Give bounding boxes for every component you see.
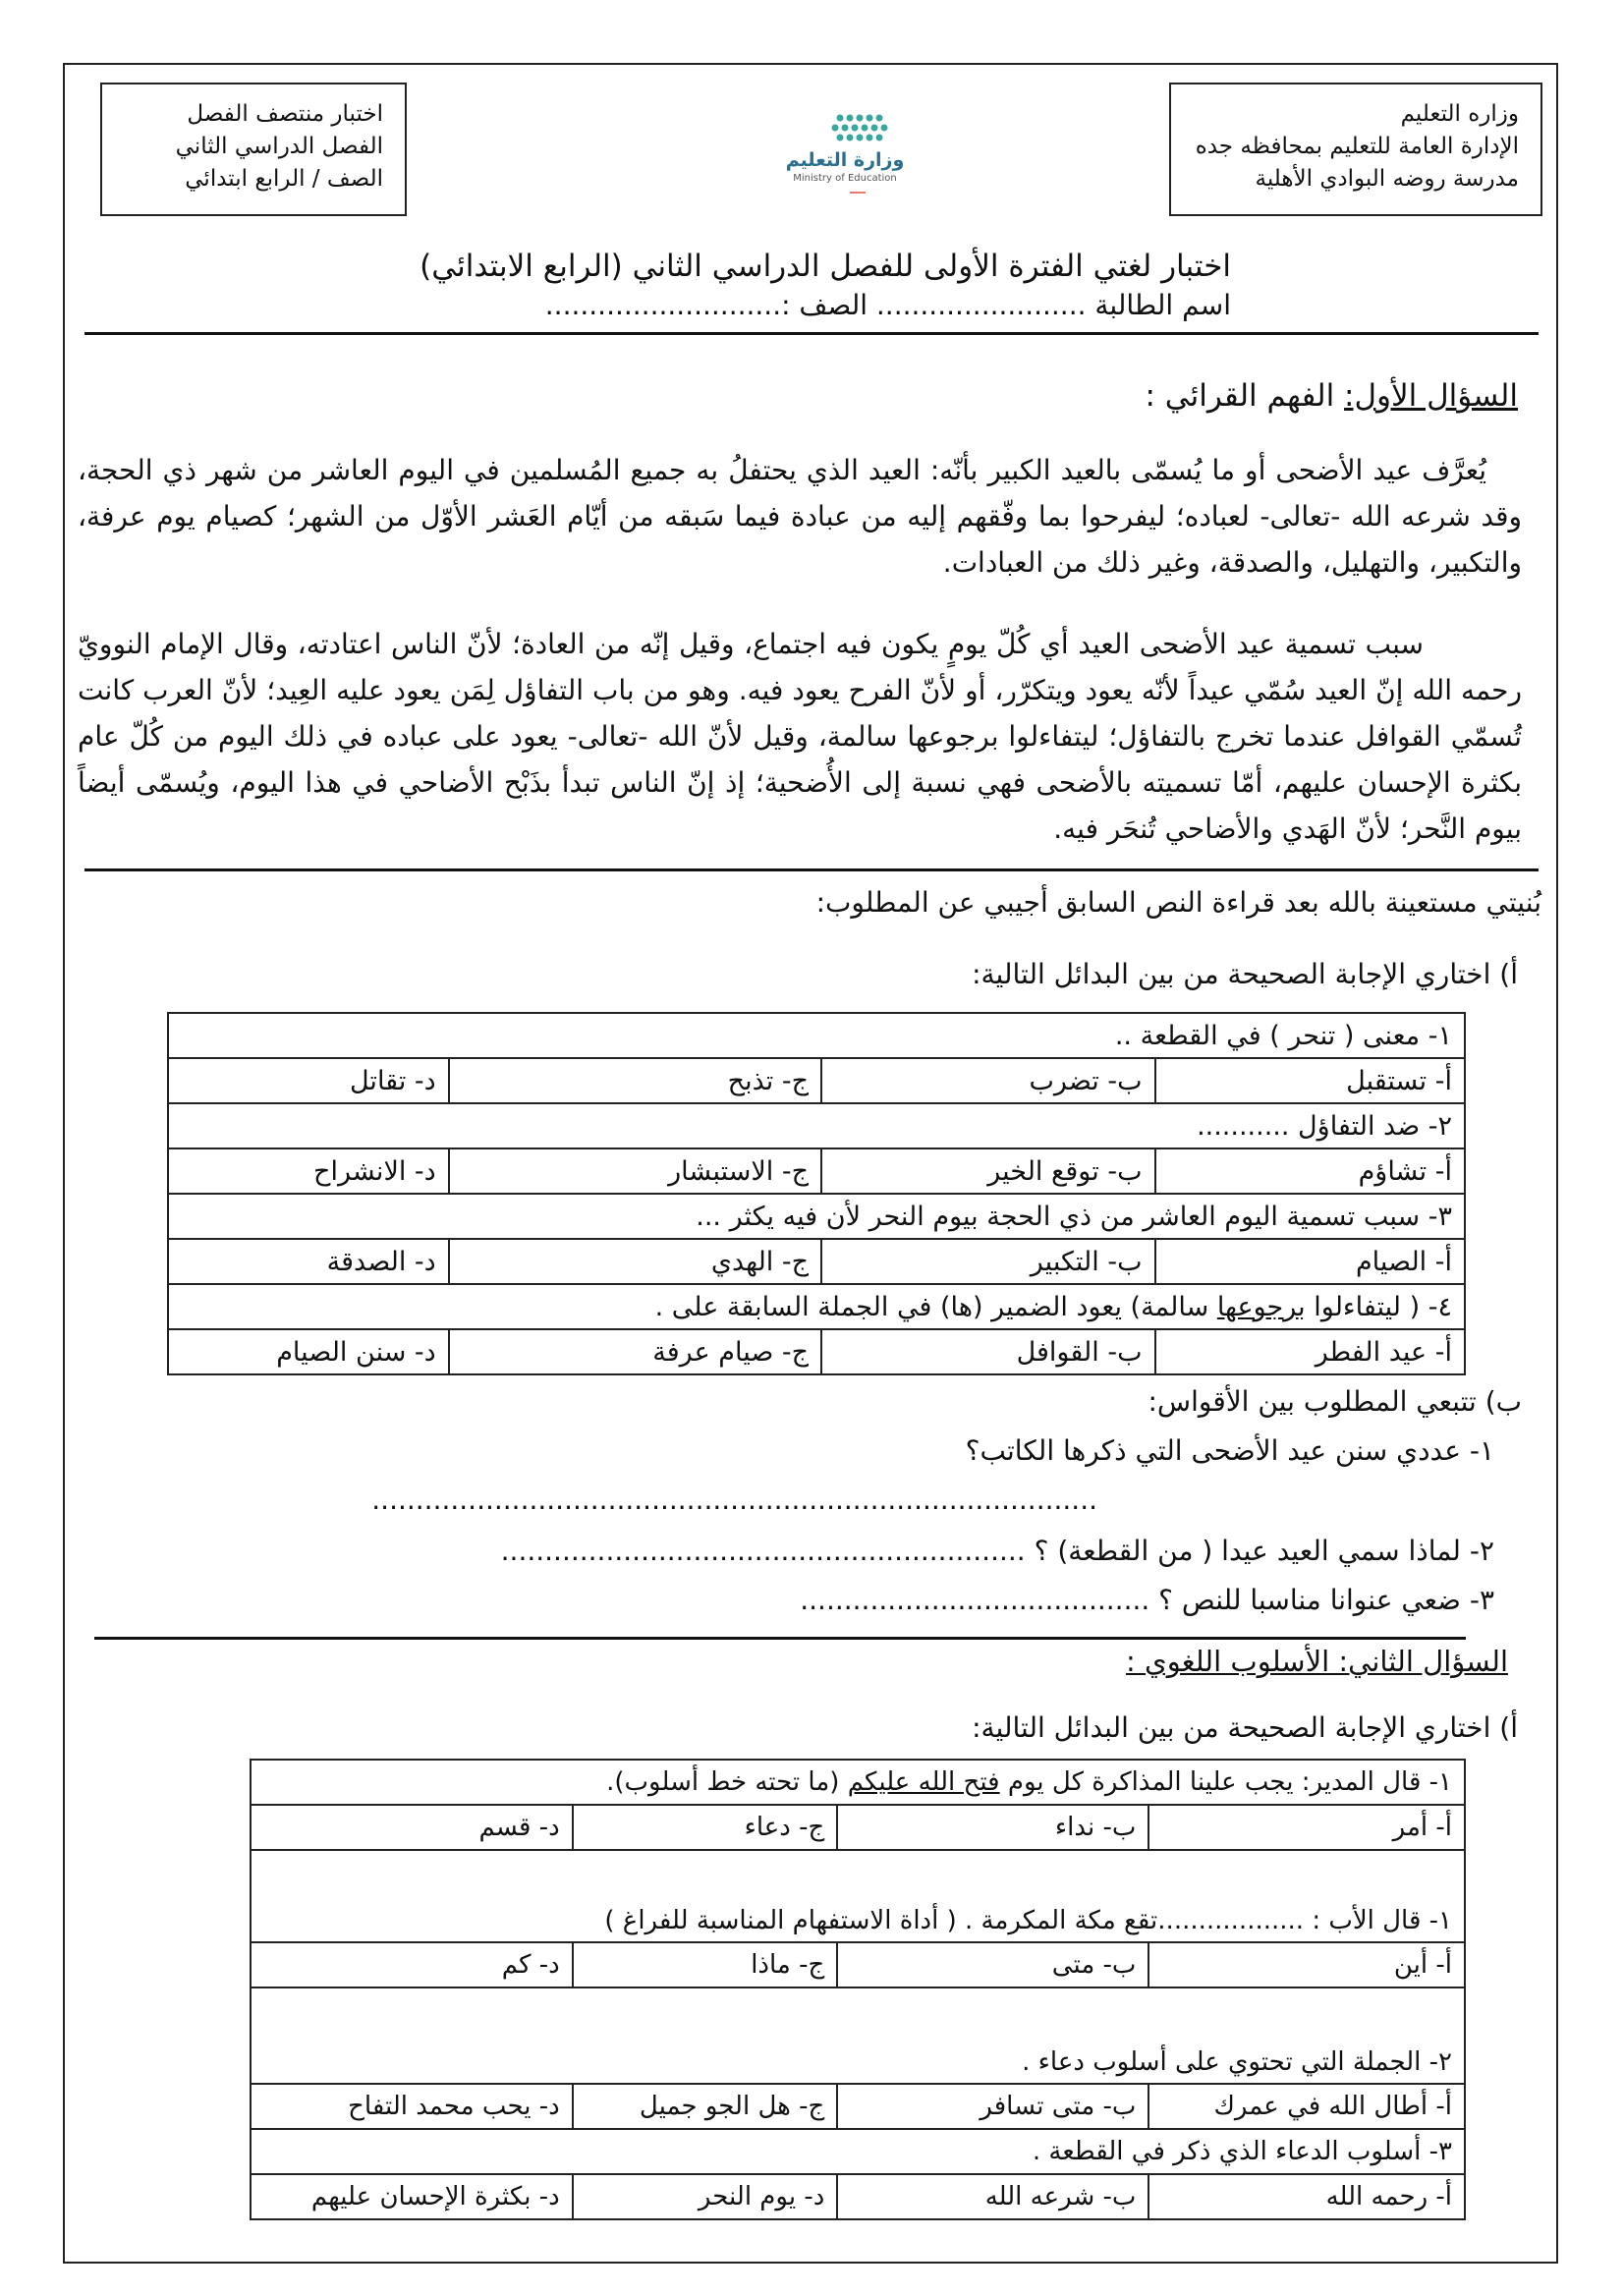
option-c[interactable]: ج- تذبح (449, 1058, 821, 1103)
question-2-3: ٢- الجملة التي تحتوي على أسلوب دعاء . (251, 1987, 1465, 2084)
q-text-pre: ٤- ( ليتفاءلوا (1305, 1291, 1452, 1322)
q1-part-a: أ) اختاري الإجابة الصحيحة من بين البدائل التالية: (972, 958, 1518, 990)
q-text-pre: ١- قال المدير: يجب علينا المذاكرة كل يوم (999, 1767, 1452, 1797)
option-a[interactable]: أ- أمر (1148, 1805, 1465, 1850)
table-row (251, 2129, 1465, 2174)
option-d[interactable]: د- بكثرة الإحسان عليهم (251, 2174, 573, 2219)
option-d[interactable]: د- قسم (251, 1805, 573, 1850)
option-d[interactable]: د- يحب محمد التفاح (251, 2084, 573, 2129)
q1-b-question-3: ٣- ضعي عنوانا مناسبا للنص ؟ ........................................ (800, 1584, 1494, 1616)
table-row (251, 1850, 1465, 1942)
question-1-1: ١- معنى ( تنحر ) في القطعة .. (168, 1013, 1465, 1058)
logo-english-text: Ministry of Education (793, 173, 897, 184)
option-d[interactable]: د- الانشراح (168, 1148, 449, 1194)
q1-choices-table (167, 1012, 1466, 1375)
option-a[interactable]: أ- تستقبل (1155, 1058, 1465, 1103)
q2-part-a: أ) اختاري الإجابة الصحيحة من بين البدائل التالية: (972, 1711, 1518, 1744)
reading-paragraph-2: سبب تسمية عيد الأضحى العيد أي كُلّ يومٍ يكون فيه اجتماع، وقيل إنّه من العادة؛ لأنّ الناس اعتادته، وقال الإمام النوويّ رحمه الله إنّ العيد سُمّي عيداً لأنّه يعود ويتكرّر، أو لأنّ الفرح يعود فيه. وهو من باب التفاؤل لِمَن يعود عليه العِيد؛ لأنّ العرب كانت تُسمّي القوافل عندما تخرج بالتفاؤل؛ ليتفاءلوا برجوعها سالمة، وقيل لأنّ الله -تعالى- يعود على عباده في ذلك اليوم من كُلّ عام بكثرة الإحسان عليهم، أمّا تسميته بالأضحى فهي نسبة إلى الأُضحية؛ إذ إنّ الناس تبدأ بذَبْح الأضاحي في هذا اليوم، ويُسمّى أيضاً بيوم النَّحر؛ لأنّ الهَدي والأضاحي تُنحَر فيه. (78, 628, 1522, 845)
reading-paragraph-1: يُعرَّف عيد الأضحى أو ما يُسمّى بالعيد الكبير بأنّه: العيد الذي يحتفلُ به جميع المُسلمين في اليوم العاشر من شهر ذي الحجة، وقد شرعه الله -تعالى- لعباده؛ ليفرحوا بما وفّقهم إليه من عبادة فيما سَبقه من أيّام العَشر الأوّل من الشهر؛ كصيام يوم عرفة، والتكبير، والتهليل، والصدقة، وغير ذلك من العبادات. (78, 454, 1522, 579)
option-c[interactable]: ج- الهدي (449, 1239, 821, 1284)
exam-info-box (100, 83, 407, 216)
table-row (168, 1194, 1465, 1239)
q1-instruction: بُنيتي مستعينة بالله بعد قراءة النص السابق أجيبي عن المطلوب: (815, 886, 1541, 919)
divider-1 (84, 332, 1539, 335)
question-2-2: ١- قال الأب : ..................تقع مكة المكرمة . ( أداة الاستفهام المناسبة للفراغ ) (251, 1850, 1465, 1942)
q1-title: الفهم القرائي : (1145, 378, 1345, 414)
question-2-4: ٣- أسلوب الدعاء الذي ذكر في القطعة . (251, 2129, 1465, 2174)
option-c[interactable]: ج- دعاء (573, 1805, 838, 1850)
option-d[interactable]: د- سنن الصيام (168, 1329, 449, 1374)
option-a[interactable]: أ- تشاؤم (1155, 1148, 1465, 1194)
q2-title: السؤال الثاني: الأسلوب اللغوي : (1126, 1645, 1508, 1678)
table-row (251, 1942, 1465, 1987)
q-text-post: سالمة) يعود الضمير (ها) في الجملة السابقة على . (654, 1291, 1217, 1322)
option-c[interactable]: ج- الاستبشار (449, 1148, 821, 1194)
table-row (168, 1239, 1465, 1284)
option-b[interactable]: ب- التكبير (821, 1239, 1154, 1284)
option-a[interactable]: أ- رحمه الله (1148, 2174, 1465, 2219)
option-a[interactable]: أ- أطال الله في عمرك (1148, 2084, 1465, 2129)
option-a[interactable]: أ- الصيام (1155, 1239, 1465, 1284)
option-d[interactable]: د- الصدقة (168, 1239, 449, 1284)
option-b[interactable]: ب- نداء (837, 1805, 1148, 1850)
q1-b-question-2: ٢- لماذا سمي العيد عيدا ( من القطعة) ؟ ............................................................ (500, 1535, 1494, 1567)
table-row (251, 2174, 1465, 2219)
option-b[interactable]: ب- القوافل (821, 1329, 1154, 1374)
option-a[interactable]: أ- أين (1148, 1942, 1465, 1987)
exam-type-line: اختبار منتصف الفصل (187, 101, 383, 127)
grade-line: الصف / الرابع ابتدائي (185, 166, 383, 192)
table-row (251, 1987, 1465, 2084)
school-line: مدرسة روضه البوادي الأهلية (1255, 166, 1519, 192)
option-d[interactable]: د- كم (251, 1942, 573, 1987)
school-info-box (1169, 83, 1542, 216)
option-b[interactable]: ب- توقع الخير (821, 1148, 1154, 1194)
q1-heading (1145, 378, 1518, 414)
question-1-2: ٢- ضد التفاؤل ........... (168, 1103, 1465, 1148)
option-d[interactable]: د- تقاتل (168, 1058, 449, 1103)
department-line: الإدارة العامة للتعليم بمحافظه جده (1195, 134, 1519, 159)
answer-line-1[interactable]: ................................................................................... (371, 1483, 1097, 1516)
student-name-line: اسم الطالبة ........................ الصف :........................... (544, 289, 1231, 321)
question-2-1 (251, 1760, 1465, 1805)
question-1-4 (168, 1284, 1465, 1329)
q-text-post: (ما تحته خط أسلوب). (606, 1767, 848, 1797)
ministry-line: وزاره التعليم (1400, 101, 1519, 127)
logo-arabic-text: وزارة التعليم (785, 149, 905, 171)
option-b[interactable]: ب- متى (837, 1942, 1148, 1987)
q1-part-b: ب) تتبعي المطلوب بين الأقواس: (1148, 1385, 1522, 1418)
q1-label: السؤال الأول: (1344, 378, 1518, 414)
exam-title: اختبار لغتي الفترة الأولى للفصل الدراسي الثاني (الرابع الابتدائي) (420, 249, 1231, 284)
option-c[interactable]: د- يوم النحر (573, 2174, 838, 2219)
table-row (168, 1148, 1465, 1194)
table-row (168, 1013, 1465, 1058)
semester-line: الفصل الدراسي الثاني (175, 134, 383, 159)
table-row (168, 1103, 1465, 1148)
option-b[interactable]: ب- متى تسافر (837, 2084, 1148, 2129)
table-row (168, 1058, 1465, 1103)
q2-choices-table (250, 1759, 1466, 2220)
question-1-3: ٣- سبب تسمية اليوم العاشر من ذي الحجة بيوم النحر لأن فيه يكثر ... (168, 1194, 1465, 1239)
table-row (251, 1805, 1465, 1850)
option-b[interactable]: ب- شرعه الله (837, 2174, 1148, 2219)
table-row (251, 2084, 1465, 2129)
q2-heading (1126, 1645, 1508, 1678)
q-text-underlined: فتح الله عليكم (847, 1767, 1000, 1797)
q1-b-question-1: ١- عددي سنن عيد الأضحى التي ذكرها الكاتب؟ (965, 1434, 1494, 1467)
option-c[interactable]: ج- هل الجو جميل (573, 2084, 838, 2129)
divider-3 (94, 1637, 1466, 1640)
divider-2 (84, 868, 1539, 871)
option-c[interactable]: ج- ماذا (573, 1942, 838, 1987)
option-c[interactable]: ج- صيام عرفة (449, 1329, 821, 1374)
option-a[interactable]: أ- عيد الفطر (1155, 1329, 1465, 1374)
ministry-logo (771, 106, 919, 199)
table-row (168, 1284, 1465, 1329)
q-text-underlined: برجوعها (1216, 1291, 1306, 1322)
table-row (251, 1760, 1465, 1805)
option-b[interactable]: ب- تضرب (821, 1058, 1154, 1103)
table-row (168, 1329, 1465, 1374)
